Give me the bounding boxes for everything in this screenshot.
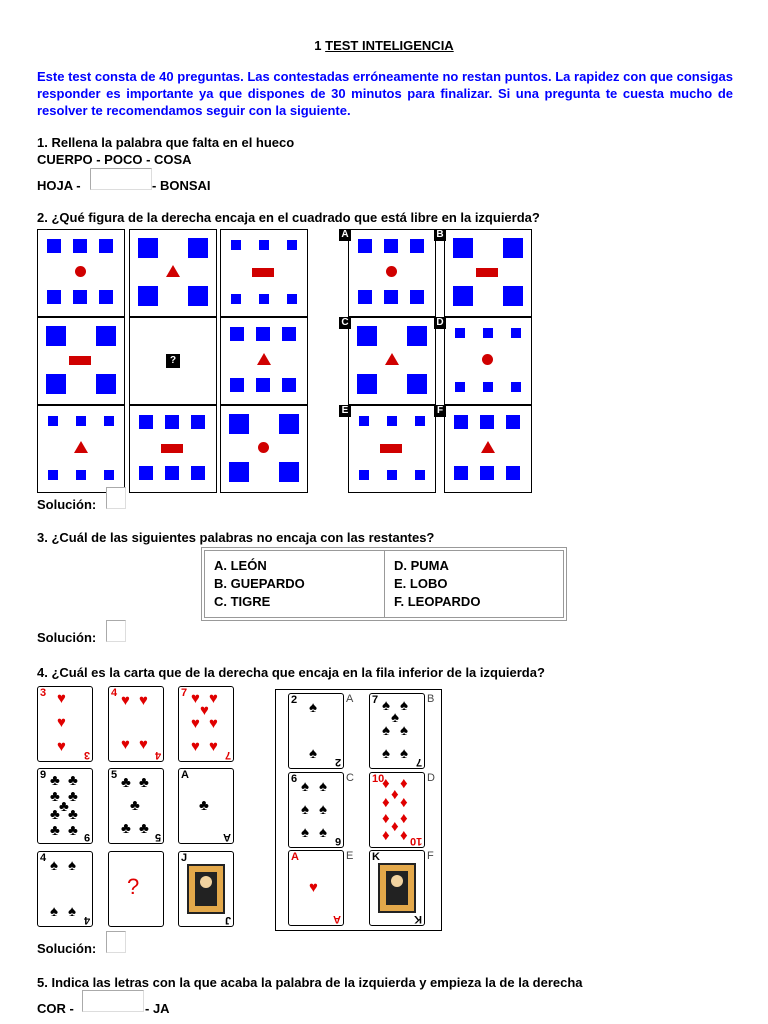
- intro-text: Este test consta de 40 preguntas. Las contestadas erróneamente no restan puntos. La rapidez con que consigas responder es importante ya que dispones de 30 minutos para finalizar. Si una pregunta te cuesta mucho de resolver te recomendamos seguir con la siguiente.: [37, 69, 733, 118]
- q2-question: 2. ¿Qué figura de la derecha encaja en el cuadrado que está libre en la izquierda?: [37, 210, 540, 225]
- q2-option-label-b: B: [434, 229, 446, 241]
- title-text: TEST INTELIGENCIA: [325, 38, 454, 53]
- q2-solution-input[interactable]: [106, 487, 126, 509]
- q4-card-missing: [108, 851, 164, 927]
- q2-figure-r2c1: [37, 317, 125, 405]
- q4-option-label-c: C: [346, 772, 354, 784]
- q1-question: 1. Rellena la palabra que falta en el hueco: [37, 135, 295, 150]
- q4-card-hearts-3: 3 ♥ ♥ ♥ 3: [37, 686, 93, 762]
- q2-figure-missing: [129, 317, 217, 405]
- q4-question: 4. ¿Cuál es la carta que de la derecha que encaja en la fila inferior de la izquierda?: [37, 665, 545, 680]
- q4-card-hearts-4: 4 ♥ ♥ ♥ ♥ 4: [108, 686, 164, 762]
- q4-card-spades-4: 4 ♠ ♠ ♠ ♠ 4: [37, 851, 93, 927]
- q4-card-jack: J J: [178, 851, 234, 927]
- q3-option-c: C. TIGRE: [214, 594, 271, 609]
- q3-option-f: F. LEOPARDO: [394, 594, 481, 609]
- q3-option-a: A. LEÓN: [214, 558, 267, 573]
- q2-option-label-a: A: [339, 229, 351, 241]
- q2-figure-r1c3: [220, 229, 308, 317]
- q2-option-label-e: E: [339, 405, 351, 417]
- q1-example: CUERPO - POCO - COSA: [37, 152, 192, 167]
- page-title: [0, 38, 768, 53]
- q3-solution-label: Solución:: [37, 630, 97, 645]
- q2-figure-r2c3: [220, 317, 308, 405]
- q2-option-c[interactable]: [348, 317, 436, 405]
- q5-right-word: - JA: [145, 1001, 170, 1016]
- q3-question: 3. ¿Cuál de las siguientes palabras no encaja con las restantes?: [37, 530, 435, 545]
- q3-option-b: B. GUEPARDO: [214, 576, 305, 591]
- q3-option-d: D. PUMA: [394, 558, 449, 573]
- q5-left-word: COR -: [37, 1001, 74, 1016]
- q2-figure-r1c2: [129, 229, 217, 317]
- q5-question: 5. Indica las letras con la que acaba la palabra de la izquierda y empieza la de la derecha: [37, 975, 583, 990]
- q2-solution-label: Solución:: [37, 497, 97, 512]
- q4-solution-input[interactable]: [106, 931, 126, 953]
- q2-option-label-c: C: [339, 317, 351, 329]
- q4-option-a[interactable]: 2 ♠ ♠ 2: [288, 693, 344, 769]
- q4-solution-label: Solución:: [37, 941, 97, 956]
- q2-figure-r3c3: [220, 405, 308, 493]
- q1-answer-input[interactable]: [90, 168, 152, 190]
- q4-option-label-f: F: [427, 850, 434, 862]
- q2-figure-r1c1: [37, 229, 125, 317]
- king-face-icon: [378, 863, 416, 913]
- q4-options-panel: [275, 689, 442, 931]
- title-number: 1: [314, 38, 322, 53]
- q2-option-e[interactable]: [348, 405, 436, 493]
- q4-card-hearts-7: 7 ♥ ♥ ♥ ♥ ♥ ♥ ♥ 7: [178, 686, 234, 762]
- q2-figure-r3c2: [129, 405, 217, 493]
- q2-option-label-f: F: [434, 405, 446, 417]
- q2-figure-r3c1: [37, 405, 125, 493]
- q4-option-label-e: E: [346, 850, 354, 862]
- q4-option-label-b: B: [427, 693, 435, 705]
- q4-card-clubs-5: 5 ♣ ♣ ♣ ♣ ♣ 5: [108, 768, 164, 844]
- q2-option-label-d: D: [434, 317, 446, 329]
- q4-option-b[interactable]: 7 ♠ ♠ ♠ ♠ ♠ ♠ ♠ 7: [369, 693, 425, 769]
- q2-option-b[interactable]: [444, 229, 532, 317]
- q2-option-f[interactable]: [444, 405, 532, 493]
- q4-card-clubs-9: 9 ♣ ♣ ♣ ♣ ♣ ♣ ♣ ♣ ♣ 9: [37, 768, 93, 844]
- q1-right-word: - BONSAI: [152, 178, 211, 193]
- q4-option-label-d: D: [427, 772, 435, 784]
- q4-option-d[interactable]: 10 ♦ ♦ ♦ ♦ ♦ ♦ ♦ ♦ ♦ ♦ 10: [369, 772, 425, 848]
- q3-option-e: E. LOBO: [394, 576, 448, 591]
- q4-option-e[interactable]: A ♥ A: [288, 850, 344, 926]
- q1-left-word: HOJA -: [37, 178, 81, 193]
- q2-missing-mark: ?: [166, 354, 180, 368]
- q4-missing-mark: ?: [127, 874, 140, 899]
- q4-option-c[interactable]: 6 ♠ ♠ ♠ ♠ ♠ ♠ 6: [288, 772, 344, 848]
- q3-solution-input[interactable]: [106, 620, 126, 642]
- q5-answer-input[interactable]: [82, 990, 144, 1012]
- q4-card-clubs-ace: A ♣ A: [178, 768, 234, 844]
- q4-option-f[interactable]: K K: [369, 850, 425, 926]
- q2-option-a[interactable]: [348, 229, 436, 317]
- q4-option-label-a: A: [346, 693, 354, 705]
- q3-options-table: [201, 547, 567, 621]
- q2-option-d[interactable]: [444, 317, 532, 405]
- jack-face-icon: [187, 864, 225, 914]
